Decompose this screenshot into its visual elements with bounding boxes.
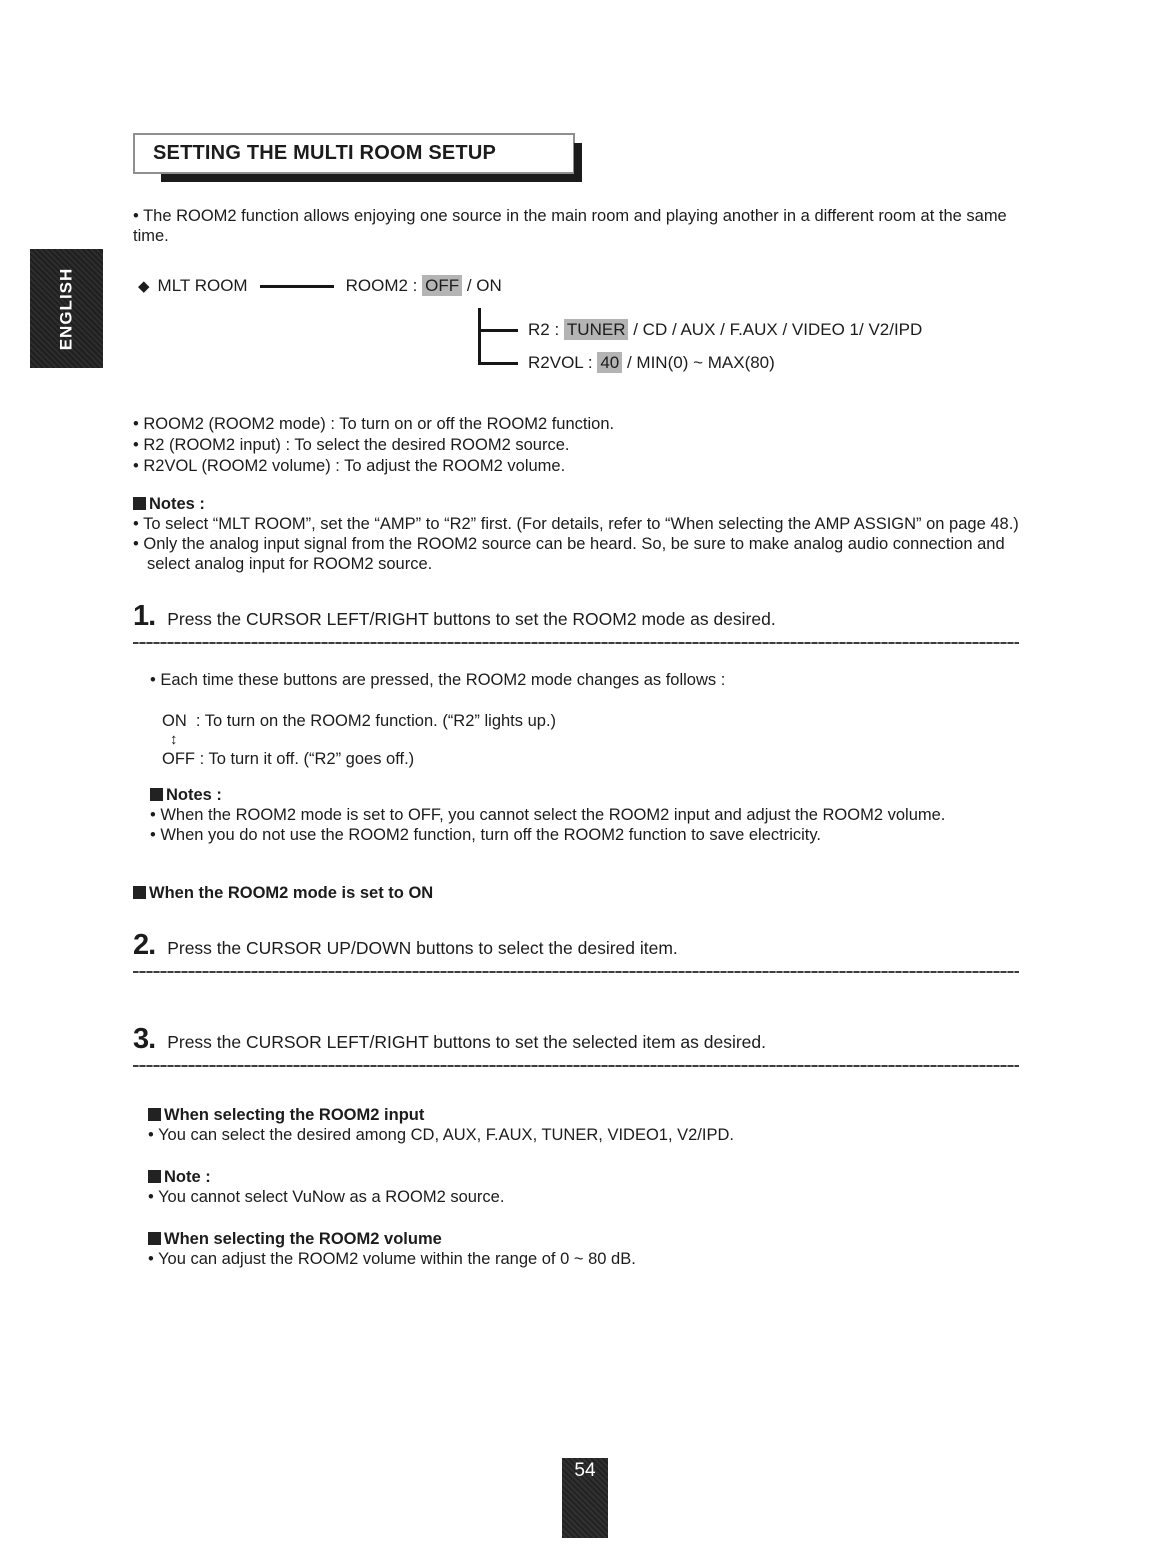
r2-suffix: / CD / AUX / F.AUX / VIDEO 1/ V2/IPD — [633, 320, 923, 339]
room2-prefix: ROOM2 : — [345, 276, 418, 295]
room2-value-highlight: OFF — [422, 275, 462, 296]
sub-bullet: • You can adjust the ROOM2 volume within the range of 0 ~ 80 dB. — [148, 1250, 636, 1268]
step-2-text: Press the CURSOR UP/DOWN buttons to select the desired item. — [167, 938, 678, 958]
notes-heading-label: Notes : — [149, 495, 205, 513]
step-1-detail-bullet: • Each time these buttons are pressed, the ROOM2 mode changes as follows : — [150, 671, 726, 689]
note-square-icon — [148, 1108, 161, 1121]
sub-bullet: • You can select the desired among CD, AUX, F.AUX, TUNER, VIDEO1, V2/IPD. — [148, 1126, 734, 1144]
r2-setting — [528, 320, 922, 340]
step-2-number: 2. — [133, 929, 156, 961]
section-title-box — [133, 133, 575, 174]
notes-block-2 — [150, 785, 1019, 845]
r2vol-suffix: / MIN(0) ~ MAX(80) — [626, 353, 775, 372]
step-3 — [133, 1023, 1019, 1067]
branch-line — [478, 329, 518, 332]
on-description: ON : To turn on the ROOM2 function. (“R2” lights up.) — [162, 712, 557, 730]
notes-heading — [133, 494, 1019, 514]
sub-heading — [148, 1167, 1019, 1187]
language-tab-label: ENGLISH — [56, 267, 76, 350]
step-1-heading — [133, 600, 1019, 633]
sub-heading — [148, 1105, 1019, 1125]
connector-line — [260, 285, 334, 288]
r2vol-branch — [478, 353, 775, 373]
room2-setting — [346, 276, 502, 296]
step-divider — [133, 642, 1019, 644]
step-divider — [133, 1065, 1019, 1067]
r2vol-setting — [528, 353, 775, 373]
r2-branch — [478, 320, 922, 340]
sub-heading — [148, 1229, 1019, 1249]
room2-volume-block — [148, 1229, 1019, 1269]
mlt-room-label: MLT ROOM — [157, 276, 248, 295]
step-2 — [133, 929, 1019, 973]
step-3-number: 3. — [133, 1023, 156, 1055]
branch-line — [478, 362, 518, 365]
step-divider — [133, 971, 1019, 973]
mode-on-heading — [133, 883, 1019, 903]
menu-tree-diagram — [133, 274, 1019, 386]
r2-value-highlight: TUNER — [564, 319, 629, 340]
definition-item: • ROOM2 (ROOM2 mode) : To turn on or off the ROOM2 function. — [133, 415, 615, 433]
notes-heading-label: Notes : — [166, 786, 222, 804]
up-down-arrow-icon: ↕ — [170, 731, 178, 748]
definition-item: • R2VOL (ROOM2 volume) : To adjust the ROOM2 volume. — [133, 457, 566, 475]
step-3-text: Press the CURSOR LEFT/RIGHT buttons to set the selected item as desired. — [167, 1032, 766, 1052]
note-item: • When the ROOM2 mode is set to OFF, you cannot select the ROOM2 input and adjust the ROOM2 volume. — [150, 806, 946, 824]
vunow-note-block — [148, 1167, 1019, 1207]
page-number: 54 — [574, 1460, 596, 1481]
r2vol-prefix: R2VOL : — [528, 353, 593, 372]
page-number-block — [562, 1458, 608, 1538]
note-square-icon — [150, 788, 163, 801]
page-title: SETTING THE MULTI ROOM SETUP — [153, 142, 497, 164]
r2-prefix: R2 : — [528, 320, 560, 339]
sub-bullet: • You cannot select VuNow as a ROOM2 source. — [148, 1188, 505, 1206]
diagram-root-row — [138, 276, 502, 296]
sub-heading-label: When selecting the ROOM2 input — [164, 1106, 425, 1124]
definition-item: • R2 (ROOM2 input) : To select the desired ROOM2 source. — [133, 436, 570, 454]
page-content — [133, 133, 1019, 1269]
off-description: OFF : To turn it off. (“R2” goes off.) — [162, 750, 415, 768]
room2-suffix: / ON — [466, 276, 502, 295]
note-item: • When you do not use the ROOM2 function, turn off the ROOM2 function to save electricity. — [150, 826, 821, 844]
language-tab — [30, 249, 103, 368]
note-item: • To select “MLT ROOM”, set the “AMP” to “R2” first. (For details, refer to “When selecting the AMP ASSIGN” on page 48.) — [133, 515, 1019, 533]
note-item: • Only the analog input signal from the ROOM2 source can be heard. So, be sure to make analog audio connection and select analog input for ROOM2 source. — [133, 535, 1005, 573]
diamond-icon: ◆ — [138, 278, 150, 295]
note-square-icon — [148, 1232, 161, 1245]
note-square-icon — [133, 497, 146, 510]
intro-bullet: • The ROOM2 function allows enjoying one source in the main room and playing another in a different room at the same time. — [133, 207, 1007, 245]
note-square-icon — [133, 886, 146, 899]
r2vol-value-highlight: 40 — [597, 352, 622, 373]
notes-block-1 — [133, 494, 1019, 574]
sub-heading-label: When selecting the ROOM2 volume — [164, 1230, 442, 1248]
definition-list — [133, 414, 1019, 477]
step-1 — [133, 600, 1019, 644]
step-3-heading — [133, 1023, 1019, 1056]
step-1-number: 1. — [133, 600, 156, 632]
step-1-text: Press the CURSOR LEFT/RIGHT buttons to set the ROOM2 mode as desired. — [167, 609, 776, 629]
sub-heading-label: Note : — [164, 1168, 211, 1186]
notes-heading — [150, 785, 1019, 805]
mode-on-heading-label: When the ROOM2 mode is set to ON — [149, 884, 434, 902]
note-square-icon — [148, 1170, 161, 1183]
step-2-heading — [133, 929, 1019, 962]
room2-input-block — [148, 1105, 1019, 1145]
